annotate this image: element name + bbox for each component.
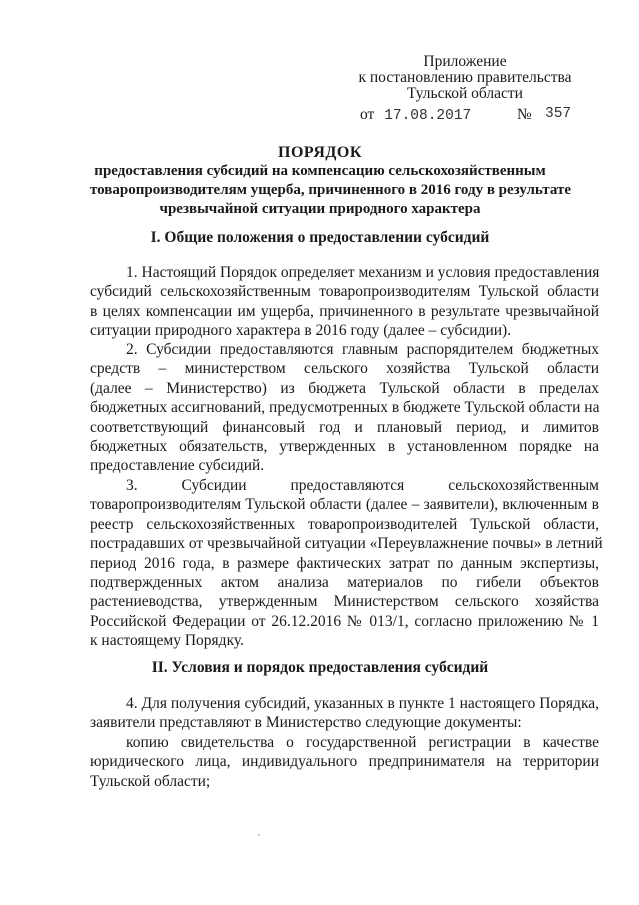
text-line: (далее – Министерство) из бюджета Тульской области в пределах [90, 379, 599, 397]
text-line: юридического лица, индивидуального предпринимателя на территории [90, 753, 599, 771]
decree-date-line [360, 106, 572, 124]
document-title: ПОРЯДОК [278, 144, 362, 161]
paragraph-5 [90, 733, 599, 791]
paragraph-4 [90, 694, 599, 733]
text-line: копию свидетельства о государственной регистрации в качестве [126, 734, 599, 751]
text-line: к настоящему Порядку. [90, 632, 244, 650]
text-line: подтвержденных актом анализа материалов по гибели объектов [90, 573, 599, 591]
decree-date: 17.08.2017 [384, 108, 472, 124]
decree-number: 357 [545, 106, 572, 122]
paragraph-3 [90, 476, 603, 651]
text-line: реестр сельскохозяйственных товаропроизводителей Тульской области, [90, 515, 599, 533]
text-line: предоставление субсидий. [90, 457, 265, 475]
appendix-line: к постановлению правительства [358, 69, 572, 86]
decree-from-label: от [360, 106, 375, 123]
section-1-heading: I. Общие положения о предоставлении субсидий [150, 229, 490, 246]
text-line: заявители представляют в Министерство следующие документы: [90, 714, 522, 732]
decree-number-label: № [517, 106, 532, 123]
text-line: 2. Субсидии предоставляются главным распорядителем бюджетных [126, 341, 599, 358]
text-line: товаропроизводителям Тульской области (далее – заявители), включенным в [90, 496, 599, 514]
text-line: 3. Субсидии предоставляются сельскохозяйственным [126, 477, 599, 494]
text-line: соответствующий финансовый год и плановый период, и лимитов [90, 418, 599, 436]
scan-speck [258, 834, 260, 836]
text-line: субсидий сельскохозяйственным товаропроизводителям Тульской области [90, 283, 599, 301]
text-line: в целях компенсации им ущерба, причиненного в результате чрезвычайной [90, 302, 599, 320]
text-line: период 2016 года, в размере фактических затрат по данным экспертизы, [90, 554, 599, 572]
text-line: средств – министерством сельского хозяйства Тульской области [90, 360, 599, 378]
text-line: растениеводства, утвержденным Министерством сельского хозяйства [90, 593, 599, 611]
subtitle-line: предоставления субсидий на компенсацию сельскохозяйственным [94, 163, 546, 179]
appendix-line: Тульской области [407, 85, 523, 102]
text-line: бюджетных обязательств, утвержденных в установленном порядке на [90, 437, 599, 455]
section-2-heading: II. Условия и порядок предоставления субсидий [151, 659, 489, 676]
text-line: бюджетных ассигнований, предусмотренных в бюджете Тульской области на [90, 399, 600, 417]
document-subtitle [90, 162, 571, 219]
text-line: 4. Для получения субсидий, указанных в пункте 1 настоящего Порядка, [126, 695, 599, 712]
text-line: пострадавших от чрезвычайной ситуации «Переувлажнение почвы» в летний [90, 535, 603, 553]
text-line: 1. Настоящий Порядок определяет механизм и условия предоставления [126, 264, 600, 281]
text-line: Российской Федерации от 26.12.2016 № 013/1, согласно приложению № 1 [90, 612, 599, 630]
appendix-line: Приложение [423, 53, 507, 70]
paragraph-1 [90, 263, 599, 341]
text-line: Тульской области; [90, 772, 211, 790]
subtitle-line: товаропроизводителям ущерба, причиненного в 2016 году в результате [90, 182, 571, 198]
paragraph-2 [90, 340, 599, 476]
subtitle-line: чрезвычайной ситуации природного характера [159, 201, 481, 217]
text-line: ситуации природного характера в 2016 году (далее – субсидии). [90, 322, 512, 340]
appendix-header [350, 54, 580, 102]
